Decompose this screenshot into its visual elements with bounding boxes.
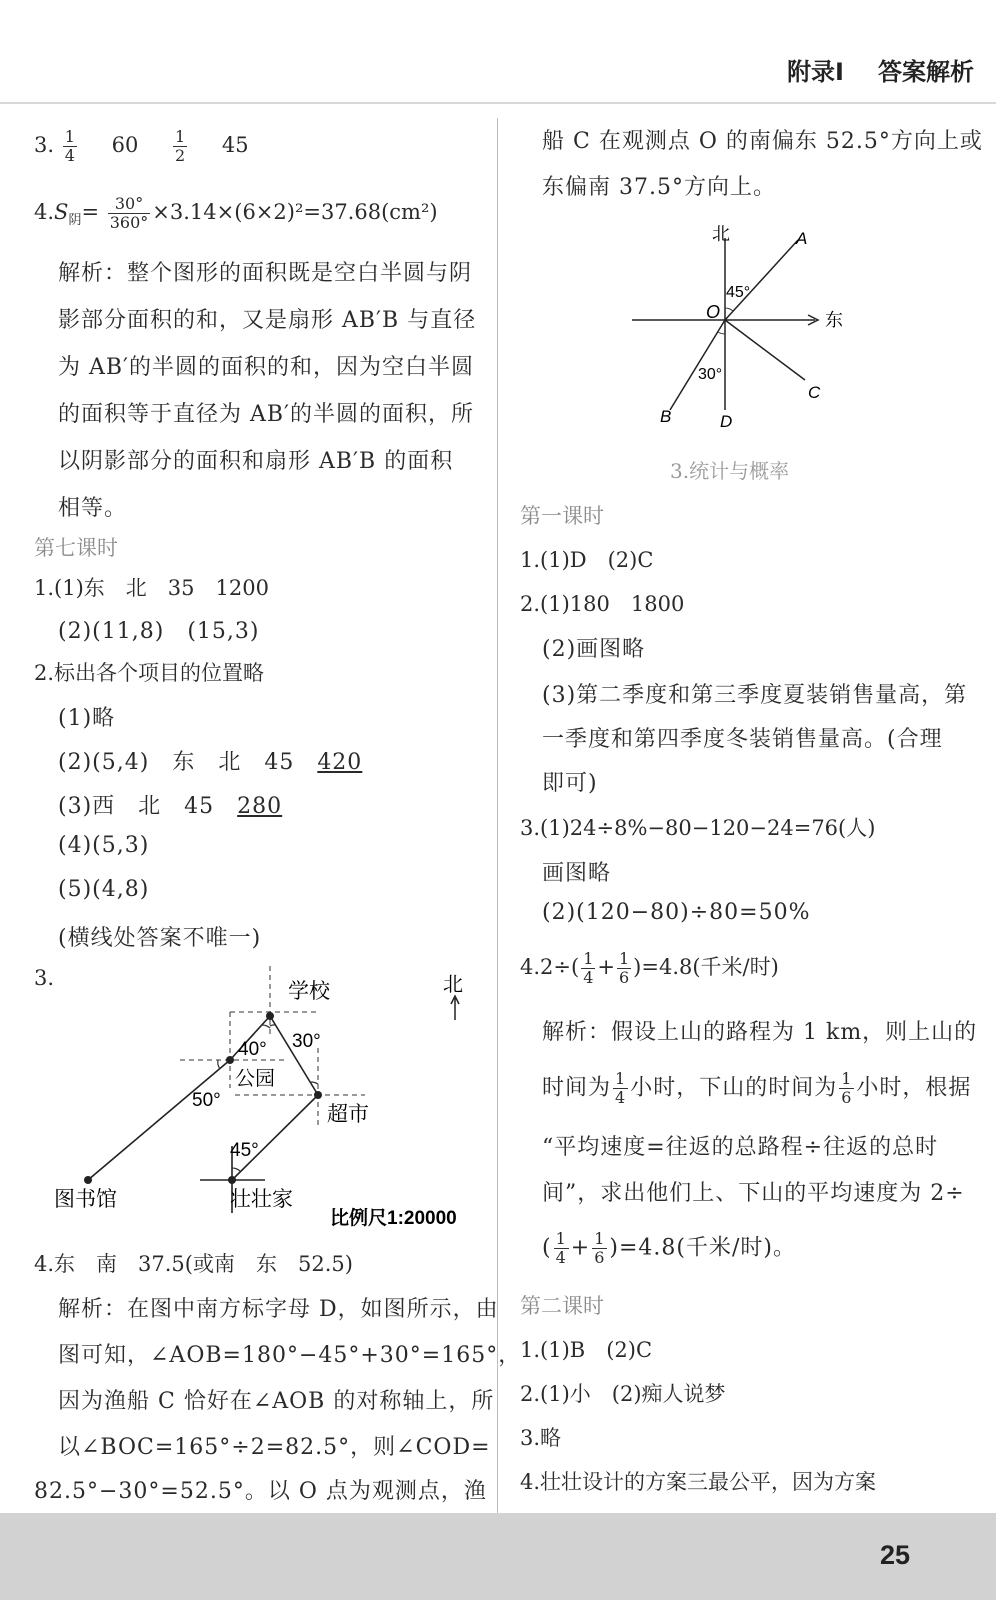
answer-line: (1)略 xyxy=(58,706,116,731)
answer-line: 一季度和第四季度冬装销售量高。(合理 xyxy=(542,727,943,752)
answer-line: (2)画图略 xyxy=(542,637,646,662)
analysis-line: 解析：假设上山的路程为 1 km，则上山的 xyxy=(542,1020,978,1045)
answer-line: (3)第二季度和第三季度夏装销售量高，第 xyxy=(542,683,968,708)
analysis-line: 影部分面积的和，又是扇形 AB′B 与直径 xyxy=(58,308,477,333)
answer-line: 1.(1)D (2)C xyxy=(520,548,654,572)
analysis-line: 图可知，∠AOB=180°−45°+30°=165°， xyxy=(58,1343,522,1368)
header-rule xyxy=(0,102,996,104)
answer-line: (2)(5,4) 东 北 45 420 xyxy=(58,750,363,775)
scale-label: 比例尺1:20000 xyxy=(330,1208,457,1229)
fraction: $\frac{1}{4}$ xyxy=(583,949,594,987)
section-title: 3.统计与概率 xyxy=(670,459,790,483)
lesson-2-heading: 第二课时 xyxy=(520,1294,604,1318)
compass-diagram xyxy=(620,220,860,440)
library-label: 图书馆 xyxy=(54,1188,117,1211)
compass-north-label: 北 xyxy=(712,224,730,244)
angle-30: 30° xyxy=(292,1031,321,1052)
fraction: $\frac{1}{4}$ xyxy=(64,127,75,165)
answer-line: (3)西 北 45 280 xyxy=(58,794,283,819)
analysis-line: 以阴影部分的面积和扇形 AB′B 的面积 xyxy=(58,449,454,474)
fraction: $\frac{1}{2}$ xyxy=(175,127,186,165)
answer-line: 4.2÷( $\frac{1}{4}$ + $\frac{1}{6}$ )=4.8(千米/时) xyxy=(520,949,779,987)
answer-line: 3. xyxy=(34,966,55,990)
analysis-line: 相等。 xyxy=(58,496,128,521)
answer-line: 2.标出各个项目的位置略 xyxy=(34,661,265,685)
fraction: $\frac{1}{6}$ xyxy=(594,1229,606,1267)
fraction: $\frac{1}{4}$ xyxy=(555,1229,567,1267)
lesson-7-heading: 第七课时 xyxy=(34,536,118,560)
angle-40: 40° xyxy=(238,1039,267,1060)
point-o-label: O xyxy=(706,302,721,322)
answer-line: (5)(4,8) xyxy=(58,877,150,902)
point-b-label: B xyxy=(660,407,672,426)
answer-line: 2.(1)180 1800 xyxy=(520,592,685,616)
analysis-line: 以∠BOC=165°÷2=82.5°，则∠COD= xyxy=(58,1435,491,1460)
header-title: 答案解析 xyxy=(878,58,974,86)
analysis-line: 82.5°−30°=52.5°。以 O 点为观测点，渔 xyxy=(34,1479,487,1504)
analysis-line: ( $\frac{1}{4}$ + $\frac{1}{6}$ )=4.8(千米/时)。 xyxy=(542,1229,796,1267)
answer-line: 3.(1)24÷8%−80−120−24=76(人) xyxy=(520,816,876,840)
page-header xyxy=(753,52,974,87)
school-label: 学校 xyxy=(288,980,330,1003)
analysis-line: 因为渔船 C 恰好在∠AOB 的对称轴上，所 xyxy=(58,1389,495,1414)
answer-line: 1.(1)B (2)C xyxy=(520,1338,653,1362)
appendix-label: 附录Ⅰ xyxy=(787,58,844,86)
left-q4: $4.S_阴=$ $\frac{30^\circ}{360^\circ}$ ×3.14×(6×2)²=37.68(cm²) xyxy=(34,194,438,232)
page-footer xyxy=(0,1513,996,1600)
angle-50: 50° xyxy=(192,1090,221,1111)
answer-line: 1.(1)东 北 35 1200 xyxy=(34,576,269,600)
answer-line: 即可) xyxy=(542,771,598,796)
analysis-line: 东偏南 37.5°方向上。 xyxy=(542,175,776,200)
analysis-line: 解析：在图中南方标字母 D，如图所示，由 xyxy=(58,1297,499,1322)
answer-line: (4)(5,3) xyxy=(58,833,150,858)
answer-line: 4.壮壮设计的方案三最公平，因为方案 xyxy=(520,1470,877,1494)
point-a-label: A xyxy=(796,229,808,248)
page-number: 25 xyxy=(880,1540,911,1570)
home-label: 壮壮家 xyxy=(230,1188,293,1211)
north-label: 北 xyxy=(443,974,463,996)
angle-45: 45° xyxy=(230,1140,259,1161)
point-d-label: D xyxy=(720,412,733,431)
analysis-line: 解析：整个图形的面积既是空白半圆与阴 xyxy=(58,261,473,286)
point-c-label: C xyxy=(808,383,821,402)
answer-line: 3.略 xyxy=(520,1426,562,1450)
analysis-line: 时间为 $\frac{1}{4}$ 小时，下山的时间为 $\frac{1}{6}$ 小时，根据 xyxy=(542,1069,972,1107)
fraction: $\frac{1}{6}$ xyxy=(841,1069,853,1107)
analysis-line: 间”，求出他们上、下山的平均速度为 2÷ xyxy=(542,1181,965,1206)
analysis-line: 为 AB′的半圆的面积的和，因为空白半圆 xyxy=(58,355,475,380)
answer-line: 画图略 xyxy=(542,861,612,886)
left-q3: 3. $\frac{1}{4}$ 60 $\frac{1}{2}$ 45 xyxy=(34,127,249,165)
fraction: $\frac{1}{6}$ xyxy=(618,949,630,987)
answer-line: (2)(120−80)÷80=50% xyxy=(542,900,811,925)
compass-angle-45: 45° xyxy=(726,284,751,301)
answer-line: 4.东 南 37.5(或南 东 52.5) xyxy=(34,1252,353,1276)
answer-line: 2.(1)小 (2)痴人说梦 xyxy=(520,1382,726,1406)
compass-east-label: 东 xyxy=(825,310,843,330)
analysis-line: 的面积等于直径为 AB′的半圆的面积，所 xyxy=(58,402,475,427)
fraction: $\frac{30^\circ}{360^\circ}$ xyxy=(109,194,149,232)
analysis-line: 船 C 在观测点 O 的南偏东 52.5°方向上或 xyxy=(542,129,983,154)
fraction: $\frac{1}{4}$ xyxy=(615,1069,627,1107)
market-label: 超市 xyxy=(327,1103,369,1126)
lesson-1-heading: 第一课时 xyxy=(520,504,604,528)
north-arrow-icon xyxy=(451,996,459,1020)
analysis-line: “平均速度=往返的总路程÷往返的总时 xyxy=(542,1135,939,1160)
answer-line: (2)(11,8) (15,3) xyxy=(58,619,260,644)
park-label: 公园 xyxy=(235,1068,275,1090)
compass-angle-30: 30° xyxy=(698,366,723,383)
map-diagram xyxy=(40,958,490,1233)
answer-note: (横线处答案不唯一) xyxy=(58,926,262,951)
